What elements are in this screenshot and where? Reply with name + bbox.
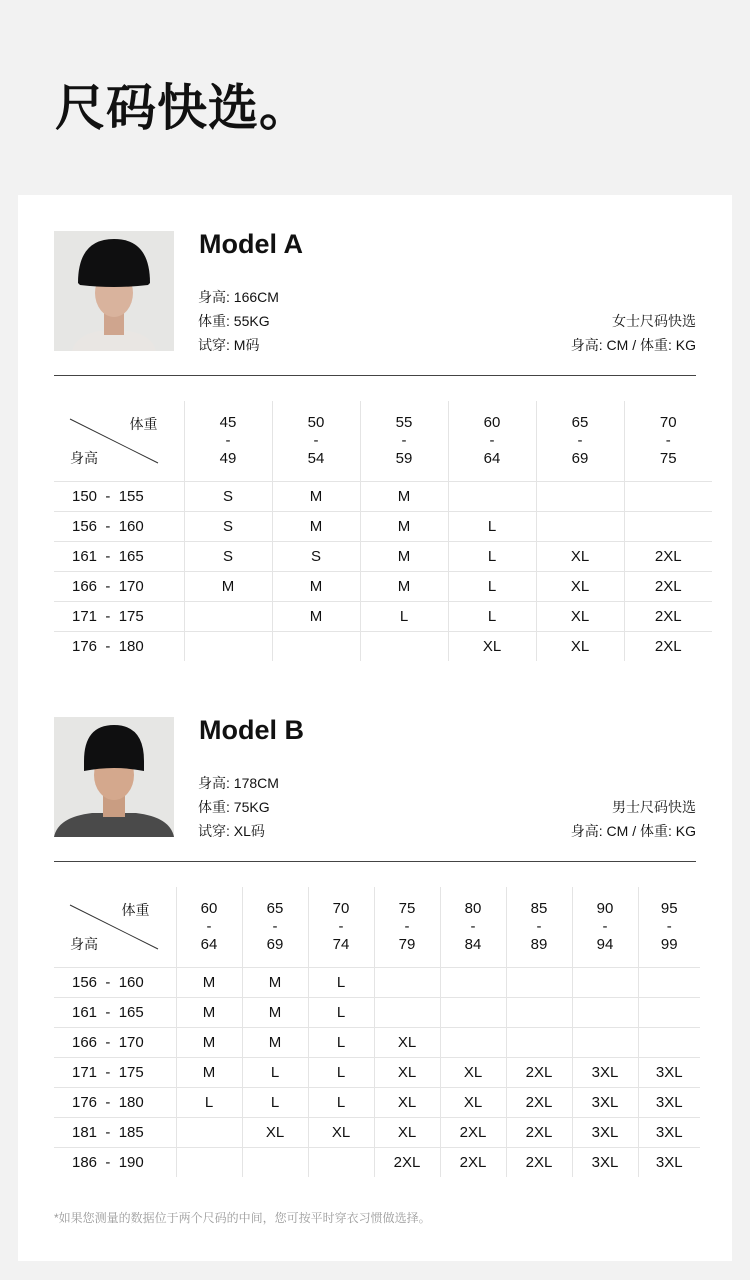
- model-b-tried-size: 试穿: XL码: [198, 823, 265, 839]
- size-cell: [506, 968, 572, 998]
- size-cell: [506, 1028, 572, 1058]
- size-cell: L: [242, 1088, 308, 1118]
- size-cell: M: [184, 572, 272, 602]
- weight-range-header: 70 - 75: [659, 414, 677, 467]
- size-cell: 2XL: [440, 1118, 506, 1148]
- size-cell: 2XL: [624, 602, 712, 632]
- height-range-cell: 156 - 160: [54, 968, 176, 998]
- size-cell: [374, 998, 440, 1028]
- size-cell: 3XL: [638, 1088, 700, 1118]
- table-row: [54, 1088, 700, 1118]
- size-cell: [184, 632, 272, 662]
- size-cell: L: [308, 1088, 374, 1118]
- model-b-portrait: [54, 717, 174, 837]
- size-guide-card: [18, 195, 732, 1261]
- table-row: [54, 998, 700, 1028]
- height-range-cell: 161 - 165: [54, 542, 184, 572]
- page-title: 尺码快选。: [55, 79, 310, 137]
- height-range-cell: 166 - 170: [54, 1028, 176, 1058]
- model-a-portrait: [54, 231, 174, 351]
- size-cell: M: [242, 998, 308, 1028]
- size-cell: [448, 482, 536, 512]
- size-cell: L: [448, 542, 536, 572]
- table-row: [54, 512, 712, 542]
- size-cell: XL: [374, 1088, 440, 1118]
- size-cell: [374, 968, 440, 998]
- men-size-label: 男士尺码快选: [612, 799, 696, 815]
- diagonal-line-icon: [54, 401, 184, 481]
- size-cell: S: [272, 542, 360, 572]
- size-cell: 2XL: [624, 632, 712, 662]
- size-cell: [440, 968, 506, 998]
- corner-weight-label: 体重: [121, 902, 150, 918]
- size-cell: L: [448, 512, 536, 542]
- model-a-height: 身高: 166CM: [198, 289, 279, 305]
- size-cell: L: [308, 998, 374, 1028]
- size-cell: L: [176, 1088, 242, 1118]
- size-cell: L: [308, 1058, 374, 1088]
- size-cell: [638, 968, 700, 998]
- size-cell: M: [176, 968, 242, 998]
- table-row: [54, 1118, 700, 1148]
- size-cell: [536, 512, 624, 542]
- size-cell: 2XL: [506, 1088, 572, 1118]
- size-cell: L: [242, 1058, 308, 1088]
- size-cell: M: [360, 482, 448, 512]
- size-cell: [624, 512, 712, 542]
- model-a-units-label: 身高: CM / 体重: KG: [570, 337, 696, 353]
- table-row: [54, 602, 712, 632]
- table-row: [54, 572, 712, 602]
- size-cell: 3XL: [638, 1148, 700, 1178]
- size-cell: [176, 1148, 242, 1178]
- weight-range-header: 95 - 99: [660, 900, 678, 953]
- size-cell: M: [360, 572, 448, 602]
- weight-range-header: 65 - 69: [536, 401, 624, 482]
- height-range-cell: 176 - 180: [54, 632, 184, 662]
- weight-range-header: 60 - 64: [448, 401, 536, 482]
- table-row: [54, 632, 712, 662]
- weight-range-header: 90 - 94: [572, 887, 638, 968]
- model-a-weight: 体重: 55KG: [198, 313, 270, 329]
- size-cell: 2XL: [506, 1058, 572, 1088]
- size-cell: XL: [536, 542, 624, 572]
- weight-range-header: 60 - 64: [176, 887, 242, 968]
- table-row: [54, 1028, 700, 1058]
- size-cell: [572, 1028, 638, 1058]
- size-cell: [176, 1118, 242, 1148]
- size-cell: L: [448, 572, 536, 602]
- model-a-tried-size: 试穿: M码: [198, 337, 260, 353]
- size-cell: [272, 632, 360, 662]
- size-cell: XL: [440, 1088, 506, 1118]
- size-cell: 2XL: [624, 572, 712, 602]
- size-cell: M: [272, 512, 360, 542]
- table-row: [54, 542, 712, 572]
- size-cell: 3XL: [638, 1118, 700, 1148]
- height-range-cell: 171 - 175: [54, 1058, 176, 1088]
- size-cell: XL: [374, 1058, 440, 1088]
- size-cell: XL: [374, 1028, 440, 1058]
- size-cell: [572, 968, 638, 998]
- height-range-cell: 186 - 190: [54, 1148, 176, 1178]
- corner-weight-label: 体重: [129, 416, 158, 432]
- size-cell: [638, 998, 700, 1028]
- height-range-cell: 166 - 170: [54, 572, 184, 602]
- size-cell: [184, 602, 272, 632]
- size-cell: XL: [448, 632, 536, 662]
- size-cell: XL: [536, 572, 624, 602]
- weight-range-header: 50 - 54: [272, 401, 360, 482]
- height-range-cell: 150 - 155: [54, 482, 184, 512]
- model-b-divider: [54, 861, 696, 862]
- size-cell: [536, 482, 624, 512]
- table-header-row: [54, 887, 700, 968]
- size-cell: M: [360, 542, 448, 572]
- size-cell: [308, 1148, 374, 1178]
- size-cell: [572, 998, 638, 1028]
- size-cell: XL: [374, 1118, 440, 1148]
- size-cell: [242, 1148, 308, 1178]
- size-cell: M: [242, 968, 308, 998]
- table-row: [54, 1148, 700, 1178]
- model-a-photo-icon: [54, 231, 174, 351]
- table-row: [54, 1058, 700, 1088]
- height-range-cell: 156 - 160: [54, 512, 184, 542]
- size-cell: L: [448, 602, 536, 632]
- size-cell: 2XL: [440, 1148, 506, 1178]
- size-cell: [440, 998, 506, 1028]
- corner-cell: [54, 401, 184, 482]
- size-cell: XL: [536, 632, 624, 662]
- weight-range-header: 80 - 84: [440, 887, 506, 968]
- weight-range-header: 45 - 49: [184, 401, 272, 482]
- height-range-cell: 181 - 185: [54, 1118, 176, 1148]
- model-b-weight: 体重: 75KG: [198, 799, 270, 815]
- table-row: [54, 482, 712, 512]
- size-cell: L: [308, 1028, 374, 1058]
- size-cell: S: [184, 512, 272, 542]
- size-cell: XL: [440, 1058, 506, 1088]
- corner-cell: [54, 887, 176, 968]
- size-cell: 3XL: [638, 1058, 700, 1088]
- size-footnote: *如果您测量的数据位于两个尺码的中间，您可按平时穿衣习惯做选择。: [54, 1211, 431, 1225]
- women-size-table: [54, 401, 712, 661]
- size-cell: 2XL: [506, 1148, 572, 1178]
- size-cell: L: [360, 602, 448, 632]
- size-cell: 3XL: [572, 1118, 638, 1148]
- size-cell: M: [176, 1028, 242, 1058]
- weight-range-header: 85 - 89: [506, 887, 572, 968]
- corner-height-label: 身高: [70, 936, 98, 952]
- size-cell: [624, 482, 712, 512]
- size-cell: [506, 998, 572, 1028]
- weight-range-header: 70 - 74: [308, 887, 374, 968]
- corner-height-label: 身高: [70, 450, 98, 466]
- men-size-table: [54, 887, 700, 1177]
- table-row: [54, 968, 700, 998]
- size-cell: 2XL: [624, 542, 712, 572]
- size-cell: L: [308, 968, 374, 998]
- size-cell: S: [184, 542, 272, 572]
- size-cell: M: [272, 572, 360, 602]
- size-cell: 2XL: [374, 1148, 440, 1178]
- model-a-divider: [54, 375, 696, 376]
- size-cell: M: [272, 602, 360, 632]
- diagonal-line-icon: [54, 887, 176, 967]
- women-size-label: 女士尺码快选: [612, 313, 696, 329]
- size-cell: 2XL: [506, 1118, 572, 1148]
- weight-range-header: 65 - 69: [242, 887, 308, 968]
- weight-range-header: 55 - 59: [360, 401, 448, 482]
- model-b-height: 身高: 178CM: [198, 775, 279, 791]
- size-cell: M: [242, 1028, 308, 1058]
- size-cell: M: [176, 998, 242, 1028]
- size-cell: M: [360, 512, 448, 542]
- weight-range-header: 75 - 79: [374, 887, 440, 968]
- model-b-name: Model B: [199, 715, 304, 745]
- height-range-cell: 176 - 180: [54, 1088, 176, 1118]
- table-header-row: [54, 401, 712, 482]
- size-cell: XL: [536, 602, 624, 632]
- height-range-cell: 161 - 165: [54, 998, 176, 1028]
- size-cell: M: [176, 1058, 242, 1088]
- size-cell: S: [184, 482, 272, 512]
- size-cell: [638, 1028, 700, 1058]
- size-cell: 3XL: [572, 1058, 638, 1088]
- size-cell: [440, 1028, 506, 1058]
- size-cell: 3XL: [572, 1088, 638, 1118]
- size-cell: [360, 632, 448, 662]
- model-a-name: Model A: [199, 229, 303, 259]
- model-b-units-label: 身高: CM / 体重: KG: [570, 823, 696, 839]
- size-cell: 3XL: [572, 1148, 638, 1178]
- size-cell: XL: [308, 1118, 374, 1148]
- model-b-photo-icon: [54, 717, 174, 837]
- size-cell: M: [272, 482, 360, 512]
- height-range-cell: 171 - 175: [54, 602, 184, 632]
- size-cell: XL: [242, 1118, 308, 1148]
